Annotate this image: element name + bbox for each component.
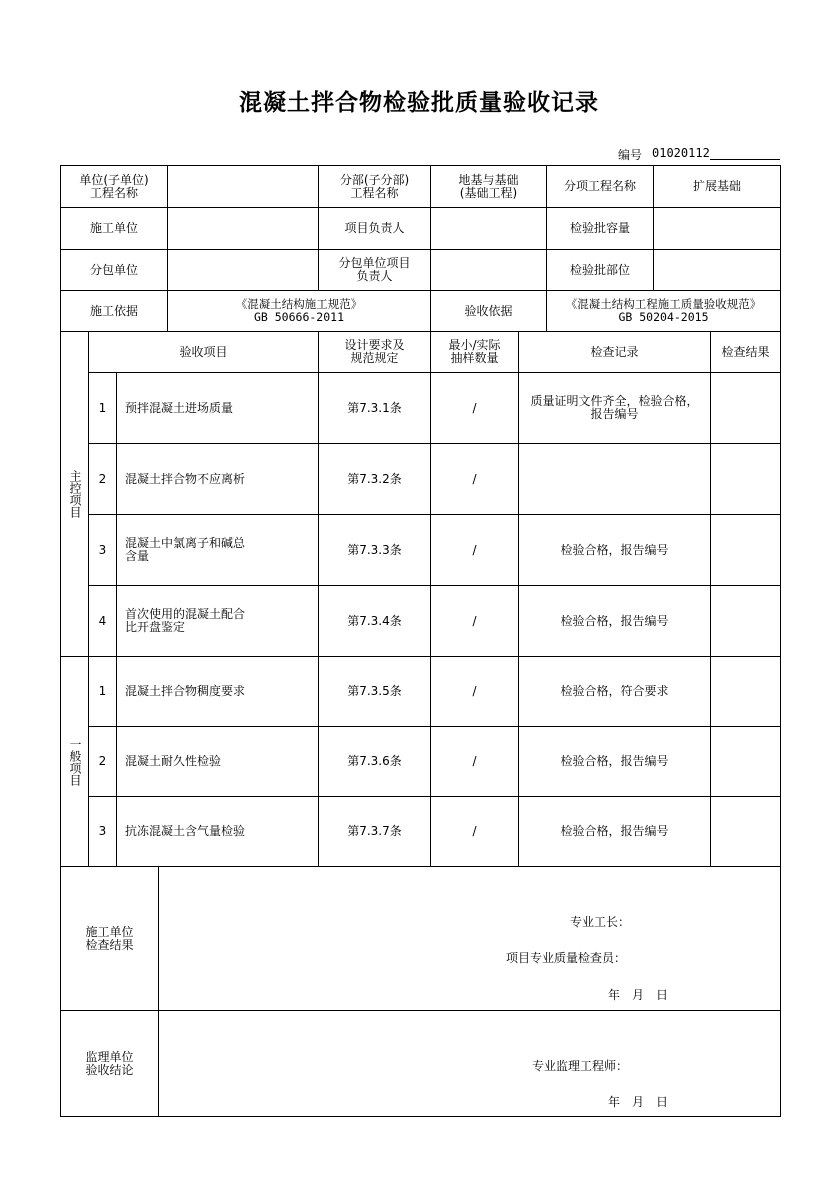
- main-row-1-clause: 第7.3.1条: [347, 400, 402, 415]
- subitem-label: 分项工程名称: [563, 179, 636, 193]
- main-row-4-name: 首次使用的混凝土配合 比开盘鉴定: [125, 607, 246, 634]
- main-row-3-record[interactable]: 检验合格，报告编号: [560, 542, 669, 557]
- code-value[interactable]: 01020112: [652, 146, 710, 160]
- main-row-2-clause: 第7.3.2条: [347, 471, 402, 486]
- general-row-1-record[interactable]: 检验合格，符合要求: [560, 684, 669, 698]
- supervision-check-date: 年 月 日: [608, 1095, 669, 1109]
- construction-unit-field[interactable]: [168, 208, 318, 249]
- acceptance-basis-field[interactable]: 《混凝土结构工程施工质量验收规范》 GB 50204-2015: [565, 297, 762, 324]
- main-row-4-record[interactable]: 检验合格，报告编号: [560, 613, 669, 628]
- main-row-2-result[interactable]: [711, 444, 780, 514]
- supervision-engineer-signature-label: 专业监理工程师：: [532, 1059, 629, 1073]
- construction-check-label: 施工单位 检查结果: [85, 924, 134, 952]
- main-row-2-no: 2: [98, 471, 107, 486]
- main-row-3-clause: 第7.3.3条: [347, 542, 402, 557]
- construction-unit-label: 施工单位: [89, 221, 138, 235]
- general-items-group-label: [61, 657, 88, 866]
- supervision-check-label: 监理单位 验收结论: [85, 1049, 134, 1077]
- general-row-3-sample[interactable]: /: [472, 824, 477, 838]
- subcontractor-label: 分包单位: [89, 262, 138, 277]
- col-header-requirement: 设计要求及 规范规定: [344, 338, 405, 365]
- construction-basis-field[interactable]: 《混凝土结构施工规范》 GB 50666-2011: [235, 297, 363, 324]
- sub-manager-field[interactable]: [431, 250, 546, 290]
- main-row-3-result[interactable]: [711, 515, 780, 585]
- main-row-1-result[interactable]: [711, 373, 780, 443]
- batch-location-field[interactable]: [654, 250, 780, 290]
- general-row-3-record[interactable]: 检验合格，报告编号: [560, 824, 669, 838]
- main-row-1-no: 1: [98, 400, 107, 415]
- subitem-field[interactable]: 扩展基础: [692, 179, 741, 193]
- main-row-3-sample[interactable]: /: [472, 542, 477, 557]
- subcontractor-field[interactable]: [168, 250, 318, 290]
- general-items-group-text: 一般项目: [68, 737, 82, 786]
- general-row-1-sample[interactable]: /: [472, 684, 477, 698]
- general-row-3-no: 3: [98, 824, 107, 838]
- general-row-1-no: 1: [98, 684, 107, 698]
- col-header-result: 检查结果: [721, 344, 770, 359]
- main-row-2-name: 混凝土拌合物不应离析: [125, 471, 246, 486]
- unit-project-field[interactable]: [168, 166, 318, 207]
- general-row-2-no: 2: [98, 754, 107, 768]
- main-row-4-no: 4: [98, 613, 107, 628]
- col-header-record: 检查记录: [590, 344, 639, 359]
- main-row-2-sample[interactable]: /: [472, 471, 477, 486]
- main-row-3-no: 3: [98, 542, 107, 557]
- document-title: 混凝土拌合物检验批质量验收记录: [239, 90, 599, 116]
- batch-capacity-field[interactable]: [654, 208, 780, 249]
- main-row-4-clause: 第7.3.4条: [347, 613, 402, 628]
- general-row-2-result[interactable]: [711, 727, 780, 796]
- general-row-2-clause: 第7.3.6条: [347, 754, 402, 768]
- project-manager-field[interactable]: [431, 208, 546, 249]
- main-row-3-name: 混凝土中氯离子和碱总 含量: [125, 536, 246, 563]
- general-row-2-name: 混凝土耐久性检验: [125, 754, 222, 768]
- project-manager-label: 项目负责人: [344, 221, 405, 235]
- general-row-3-name: 抗冻混凝土含气量检验: [125, 824, 246, 838]
- main-row-4-result[interactable]: [711, 586, 780, 656]
- division-label: 分部(子分部) 工程名称: [339, 172, 410, 200]
- batch-capacity-label: 检验批容量: [569, 221, 630, 235]
- main-items-group-label: [61, 332, 88, 656]
- general-row-3-clause: 第7.3.7条: [347, 824, 402, 838]
- general-row-1-clause: 第7.3.5条: [347, 684, 402, 698]
- foreman-signature-label: 专业工长：: [570, 915, 631, 929]
- quality-inspector-signature-label: 项目专业质量检查员：: [506, 951, 627, 965]
- construction-check-date: 年 月 日: [608, 988, 669, 1002]
- main-row-4-sample[interactable]: /: [472, 613, 477, 628]
- main-row-2-record[interactable]: [519, 444, 710, 514]
- general-row-1-name: 混凝土拌合物稠度要求: [125, 684, 246, 698]
- col-header-sample: 最小/实际 抽样数量: [448, 338, 501, 365]
- general-row-2-sample[interactable]: /: [472, 754, 477, 768]
- code-label: 编号: [618, 148, 643, 162]
- main-row-1-name: 预拌混凝土进场质量: [125, 400, 234, 415]
- main-items-group-text: 主控项目: [68, 470, 82, 518]
- main-row-1-record[interactable]: 质量证明文件齐全，检验合格， 报告编号: [530, 394, 699, 421]
- general-row-1-result[interactable]: [711, 657, 780, 726]
- sub-manager-label: 分包单位项目 负责人: [338, 256, 411, 283]
- general-row-3-result[interactable]: [711, 797, 780, 866]
- unit-project-label: 单位(子单位) 工程名称: [79, 172, 149, 200]
- general-row-2-record[interactable]: 检验合格，报告编号: [560, 754, 669, 768]
- construction-basis-label: 施工依据: [89, 303, 138, 318]
- col-header-item: 验收项目: [179, 344, 228, 359]
- main-row-1-sample[interactable]: /: [472, 400, 477, 415]
- batch-location-label: 检验批部位: [569, 262, 630, 277]
- division-field[interactable]: 地基与基础 (基础工程): [458, 172, 519, 200]
- acceptance-basis-label: 验收依据: [464, 303, 513, 318]
